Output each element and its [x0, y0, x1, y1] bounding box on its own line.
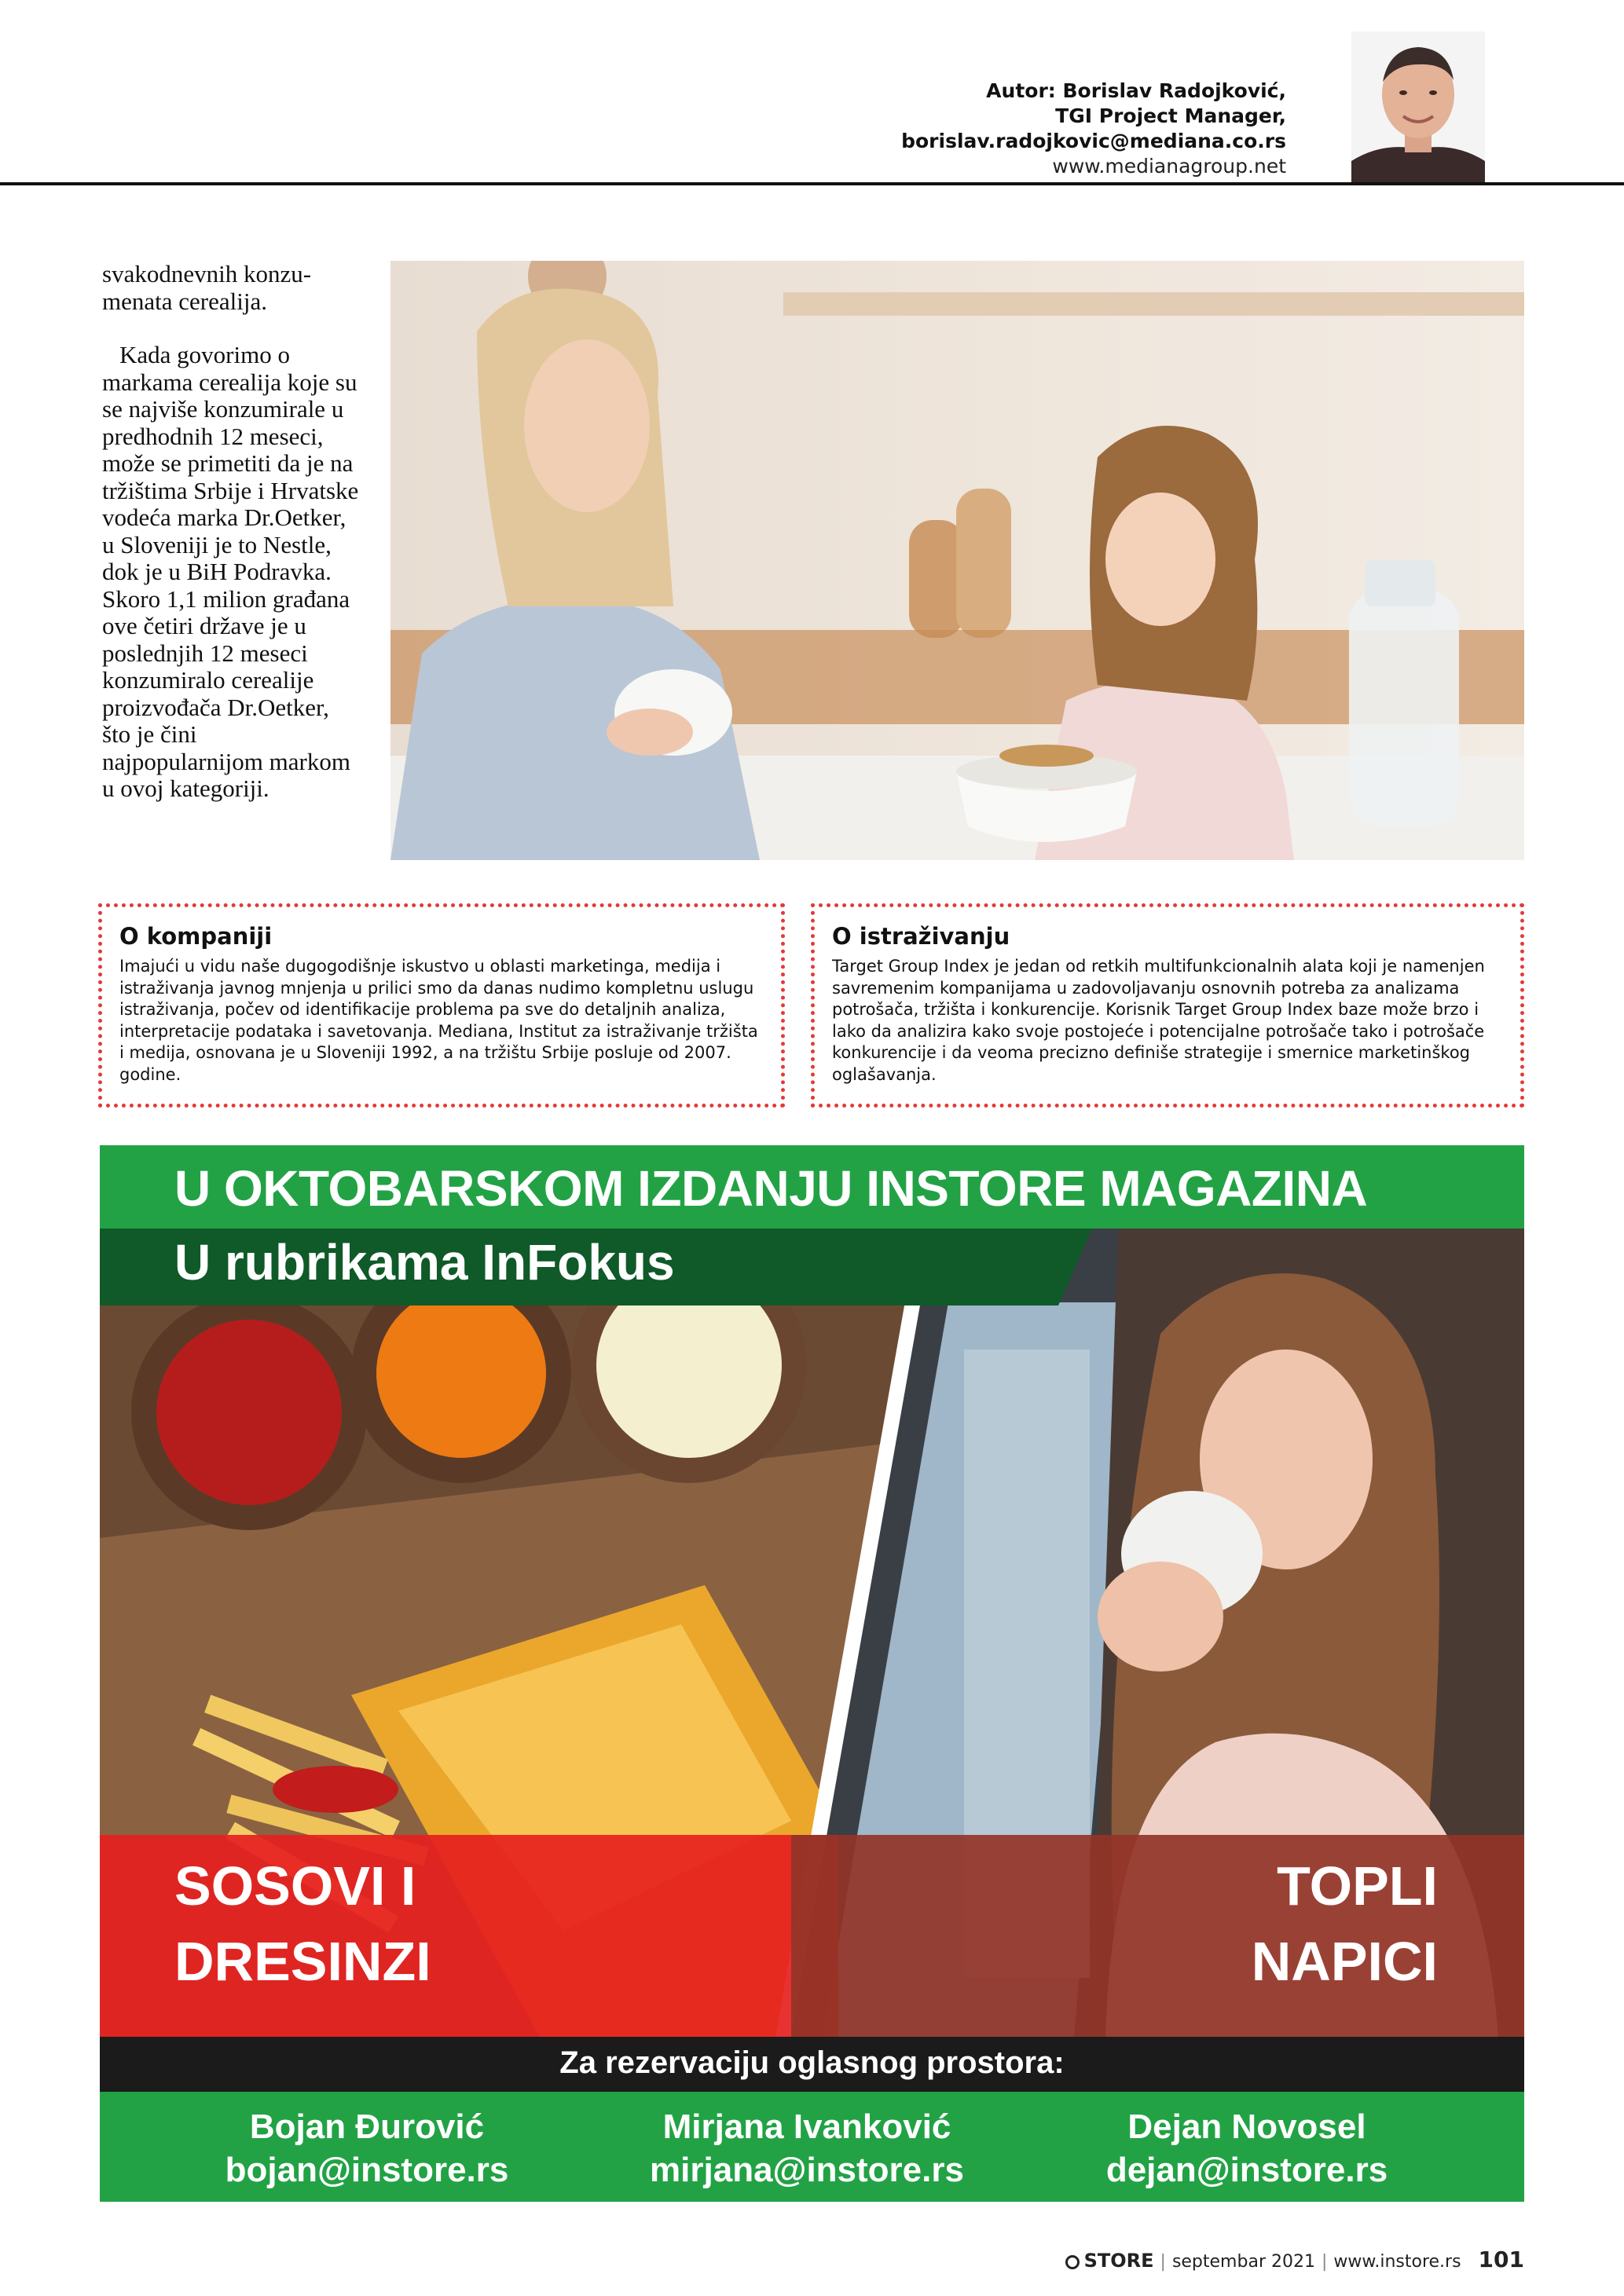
footer-logo: STORE: [1083, 2250, 1154, 2272]
ad-title: U OKTOBARSKOM IZDANJU INSTORE MAGAZINA: [174, 1160, 1368, 1217]
header-rule: [0, 182, 1624, 185]
about-research-text: Target Group Index je jedan od retkih multifunkcionalnih alata koji je namenjen savremenim kompanijama u zadovoljavanju osnovnih potreba za analizama potrošača, tržišta i konkurencije. Korisnik Target Group Index baze može brzo i lako da analizira kako svoje postojeće i potencijalne potrošače tako i potrošače konkurencije i da veoma precizno definiše strategije i smernice marketinškog oglašavanja.: [832, 957, 1485, 1084]
reservation-heading: Za rezervaciju oglasnog prostora:: [559, 2045, 1065, 2080]
about-company-box: [98, 903, 785, 1108]
hot-drinks-label: [1252, 1848, 1438, 1999]
paragraph: Kada govorimo o markama cerealija koje su se najviše konzumirale u predhodnih 12 meseci, može se primetiti da je na tržištima Srbije i Hrvatske vodeća marka Dr.Oetker, u Sloveniji je to Nestle, dok je u BiH Podravka. Skoro 1,1 milion građana ove četiri države je u poslednjih 12 meseci konzumiralo cerealije proizvođača Dr.Oetker, što je čini najpopularnijom markom u ovoj kategoriji.: [102, 341, 359, 802]
author-email[interactable]: borislav.radojkovic@mediana.co.rs: [901, 130, 1286, 152]
author-name: Autor: Borislav Radojković,: [986, 79, 1286, 102]
about-research-title: O istraživanju: [832, 923, 1010, 950]
about-research-box: [811, 903, 1524, 1108]
contact-card: [147, 2105, 587, 2192]
contact-name: Mirjana Ivanković: [662, 2107, 951, 2146]
contact-email[interactable]: bojan@instore.rs: [225, 2151, 509, 2189]
ad-subtitle: U rubrikama InFokus: [174, 1234, 675, 1291]
contact-card: [1027, 2105, 1467, 2192]
sauces-label: [174, 1848, 431, 1999]
about-company-title: O kompaniji: [119, 923, 273, 950]
hot-drinks-label-line: TOPLI: [1277, 1855, 1438, 1917]
author-block: [901, 79, 1286, 179]
contact-email[interactable]: dejan@instore.rs: [1105, 2151, 1388, 2189]
page-number: 101: [1478, 2247, 1524, 2272]
sauces-label-line: SOSOVI I: [174, 1855, 416, 1917]
author-portrait: [1351, 31, 1485, 184]
about-company-text: Imajući u vidu naše dugogodišnje iskustvo u oblasti marketinga, medija i istraživanja javnog mnjenja u prilici smo da danas nudimo kompletnu uslugu istraživanja, počev od identifikacije problema pa sve do detaljnih analiza, interpretacije podataka i savetovanja. Mediana, Institut za istraživanje tržišta i medija, osnovana je u Sloveniji 1992, a na tržištu Srbije posluje od 2007. godine.: [119, 957, 758, 1084]
footer-issue: septembar 2021: [1171, 2252, 1315, 2272]
instore-logo-icon: [1065, 2255, 1080, 2269]
paragraph: svakodnevnih konzu-menata cerealija.: [102, 260, 312, 315]
instore-advertisement: [100, 1145, 1524, 2202]
footer-separator: |: [1160, 2252, 1166, 2272]
footer-separator: |: [1321, 2252, 1328, 2272]
contact-name: Dejan Novosel: [1127, 2107, 1366, 2146]
footer-website[interactable]: www.instore.rs: [1333, 2252, 1461, 2272]
contact-email[interactable]: mirjana@instore.rs: [650, 2151, 964, 2189]
sauces-label-line: DRESINZI: [174, 1931, 431, 1992]
mother-daughter-breakfast-photo: [390, 261, 1524, 860]
article-text: [102, 261, 361, 803]
contact-card: [587, 2105, 1027, 2192]
page-footer: [1065, 2247, 1524, 2272]
hot-drinks-label-line: NAPICI: [1251, 1931, 1438, 1992]
author-role: TGI Project Manager,: [1055, 104, 1286, 127]
author-website[interactable]: www.medianagroup.net: [1052, 155, 1286, 178]
contact-name: Bojan Đurović: [249, 2107, 485, 2146]
